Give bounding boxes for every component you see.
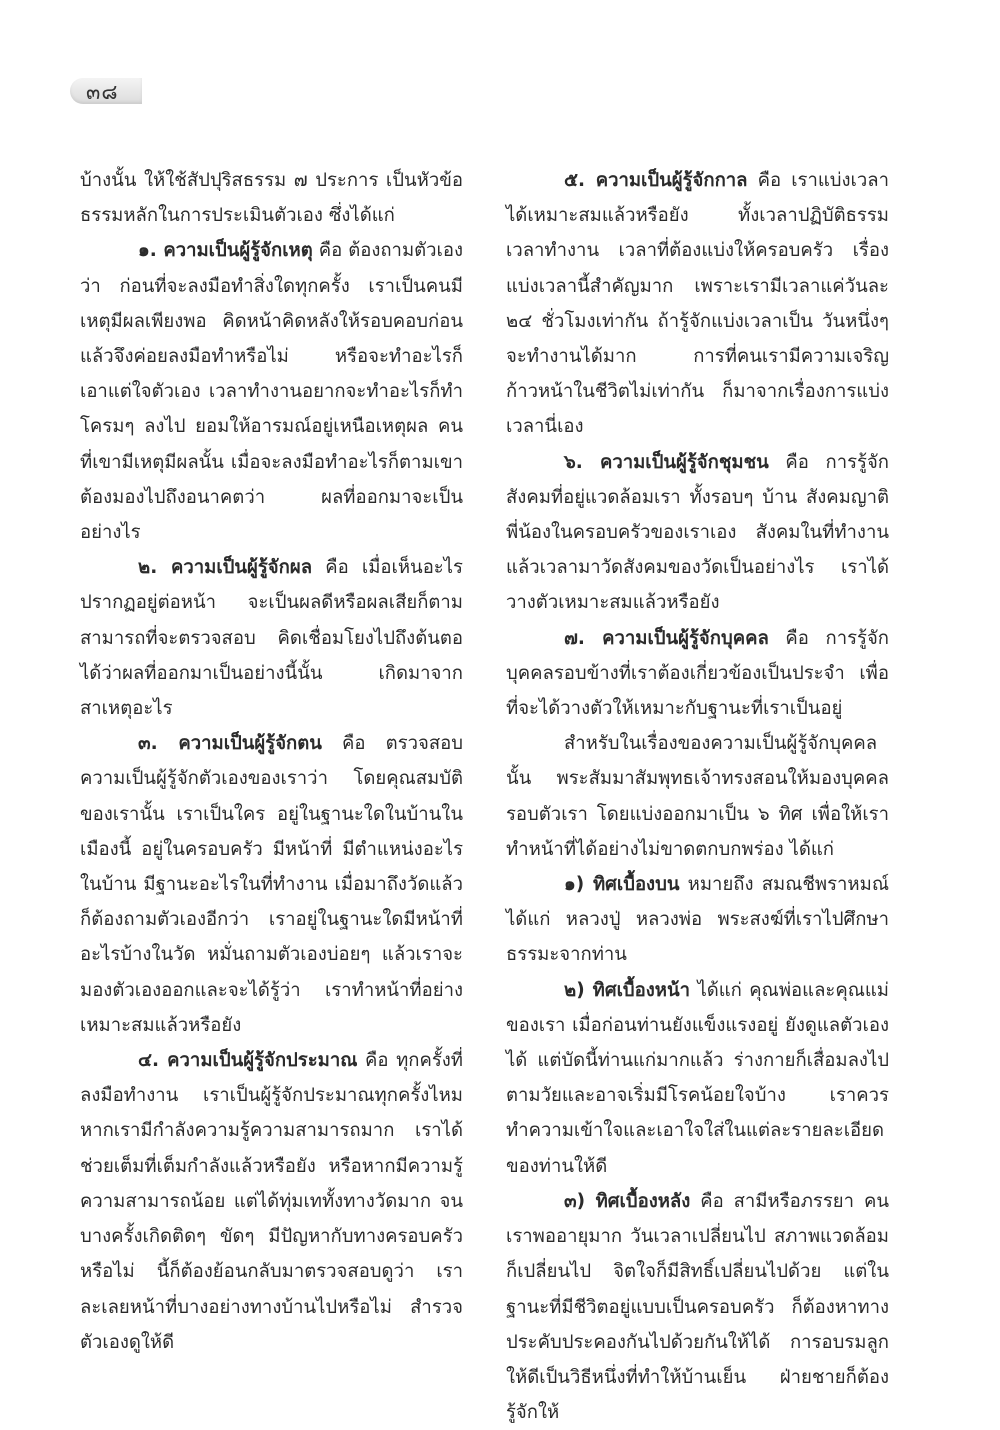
heading-self: ๓. ความเป็นผู้รู้จักตน [138, 733, 322, 755]
paragraph-direction-above [506, 867, 889, 973]
heading-effect: ๒. ความเป็นผู้รู้จักผล [138, 557, 313, 579]
body-effect: คือ เมื่อเห็นอะไรปรากฏอยู่ต่อหน้า จะเป็นผลดีหรือผลเสียก็ตามสามารถที่จะตรวจสอบ คิดเชื่อมโยงไปถึงต้นตอได้ว่าผลที่ออกมาเป็นอย่างนี้นั้น เกิดมาจากสาเหตุอะไร [80, 557, 463, 720]
body-moderation: คือ ทุกครั้งที่ลงมือทำงาน เราเป็นผู้รู้จักประมาณทุกครั้งไหม หากเรามีกำลังความรู้ความสามารถมาก เราได้ช่วยเต็มที่เต็มกำลังแล้วหรือยัง หรือหากมีความรู้ความสามารถน้อย แต่ได้ทุ่มเททั้งทางวัดมาก จนบางครั้งเกิดติดๆ ขัดๆ มีปัญหากับทางครอบครัวหรือไม่ นี้ก็ต้องย้อนกลับมาตรวจสอบดูว่า เราละเลยหน้าที่บางอย่างทางบ้านไปหรือไม่ สำรวจตัวเองดูให้ดี [80, 1050, 464, 1353]
heading-direction-above: ๑) ทิศเบื้องบน [564, 874, 680, 896]
body-time: คือ เราแบ่งเวลาได้เหมาะสมแล้วหรือยัง ทั้งเวลาปฏิบัติธรรม เวลาทำงาน เวลาที่ต้องแบ่งให้ครอบครัว เรื่องแบ่งเวลานี้สำคัญมาก เพราะเรามีเวลาแค่วันละ ๒๔ ชั่วโมงเท่ากัน ถ้ารู้จักแบ่งเวลาเป็น วันหนึ่งๆ จะทำงานได้มาก การที่คนเรามีความเจริญก้าวหน้าในชีวิตไม่เท่ากัน ก็มาจากเรื่องการแบ่งเวลานี่เอง [506, 170, 889, 438]
paragraph-effect [80, 550, 463, 726]
heading-direction-front: ๒) ทิศเบื้องหน้า [564, 979, 691, 1001]
body-direction-above: หมายถึง สมณชีพราหมณ์ได้แก่ หลวงปู่ หลวงพ่อ พระสงฆ์ที่เราไปศึกษาธรรมะจากท่าน [506, 874, 889, 966]
paragraph-direction-behind [506, 1184, 889, 1430]
body-cause: คือ ต้องถามตัวเองว่า ก่อนที่จะลงมือทำสิ่งใดทุกครั้ง เราเป็นคนมีเหตุมีผลเพียงพอ คิดหน้าคิดหลังให้รอบคอบก่อนแล้วจึงค่อยลงมือทำหรือไม่ หรือจะทำอะไรก็เอาแต่ใจตัวเอง เวลาทำงานอยากจะทำอะไรก็ทำโครมๆ ลงไป ยอมให้อารมณ์อยู่เหนือเหตุผล คนที่เขามีเหตุมีผลนั้น เมื่อจะลงมือทำอะไรก็ตามเขาต้องมองไปถึงอนาคตว่า ผลที่ออกมาจะเป็นอย่างไร [80, 240, 464, 544]
paragraph-cause [80, 233, 463, 550]
page-number: ๓๘ [86, 80, 119, 104]
body-direction-behind: คือ สามีหรือภรรยา คนเราพออายุมาก วันเวลาเปลี่ยนไป สภาพแวดล้อมก็เปลี่ยนไป จิตใจก็มีสิทธิ์เปลี่ยนไปด้วย แต่ในฐานะที่มีชีวิตอยู่แบบเป็นครอบครัว ก็ต้องหาทางประคับประคองกันไปด้วยกันให้ได้ การอบรมลูกให้ดีเป็นวิธีหนึ่งที่ทำให้บ้านเย็น ฝ่ายชายก็ต้องรู้จักให้ [506, 1190, 889, 1424]
body-six-directions: สำหรับในเรื่องของความเป็นผู้รู้จักบุคคลนั้น พระสัมมาสัมพุทธเจ้าทรงสอนให้มองบุคคลรอบตัวเรา โดยแบ่งออกมาเป็น ๖ ทิศ เพื่อให้เราทำหน้าที่ได้อย่างไม่ขาดตกบกพร่อง ได้แก่ [506, 733, 889, 860]
body-self: คือ ตรวจสอบความเป็นผู้รู้จักตัวเองของเราว่า โดยคุณสมบัติของเรานั้น เราเป็นใคร อยู่ในฐานะใดในบ้านในเมืองนี้ อยู่ในครอบครัว มีหน้าที่ มีตำแหน่งอะไรในบ้าน มีฐานะอะไรในที่ทำงาน เมื่อมาถึงวัดแล้ว ก็ต้องถามตัวเองอีกว่า เราอยู่ในฐานะใดมีหน้าที่อะไรบ้างในวัด หมั่นถามตัวเองบ่อยๆ แล้วเราจะมองตัวเองออกและจะได้รู้ว่า เราทำหน้าที่อย่างเหมาะสมแล้วหรือยัง [80, 733, 464, 1036]
body-direction-front: ได้แก่ คุณพ่อและคุณแม่ของเรา เมื่อก่อนท่านยังแข็งแรงอยู่ ยังดูแลตัวเองได้ แต่บัดนี้ท่านแก่มากแล้ว ร่างกายก็เสื่อมลงไปตามวัยและอาจเริ่มมีโรคน้อยใจบ้าง เราควรทำความเข้าใจและเอาใจใส่ในแต่ละรายละเอียดของท่านให้ดี [506, 979, 890, 1177]
heading-moderation: ๔. ความเป็นผู้รู้จักประมาณ [138, 1050, 358, 1072]
heading-direction-behind: ๓) ทิศเบื้องหลัง [564, 1190, 691, 1212]
paragraph-moderation [80, 1043, 463, 1360]
heading-community: ๖. ความเป็นผู้รู้จักชุมชน [564, 451, 769, 473]
heading-cause: ๑. ความเป็นผู้รู้จักเหตุ [138, 240, 313, 262]
body-community: คือ การรู้จักสังคมที่อยู่แวดล้อมเรา ทั้งรอบๆ บ้าน สังคมญาติพี่น้องในครอบครัวของเราเอง สังคมในที่ทำงาน แล้วเวลามาวัดสังคมของวัดเป็นอย่างไร เราได้วางตัวเหมาะสมแล้วหรือยัง [506, 451, 889, 614]
paragraph-community [506, 445, 889, 621]
heading-person: ๗. ความเป็นผู้รู้จักบุคคล [564, 627, 769, 649]
paragraph-direction-front [506, 973, 889, 1184]
paragraph-self [80, 726, 463, 1043]
right-column [506, 163, 889, 1430]
heading-time: ๕. ความเป็นผู้รู้จักกาล [564, 170, 748, 191]
paragraph-time [506, 163, 889, 445]
paragraph-person [506, 621, 889, 727]
body-person: คือ การรู้จักบุคคลรอบข้างที่เราต้องเกี่ยวข้องเป็นประจำ เพื่อที่จะได้วางตัวให้เหมาะกับฐานะที่เราเป็นอยู่ [506, 627, 889, 720]
left-column [80, 163, 463, 1360]
intro-paragraph: บ้างนั้น ให้ใช้สัปปุริสธรรม ๗ ประการ เป็นหัวข้อธรรมหลักในการประเมินตัวเอง ซึ่งได้แก่ [80, 170, 463, 227]
paragraph-six-directions [506, 726, 889, 867]
